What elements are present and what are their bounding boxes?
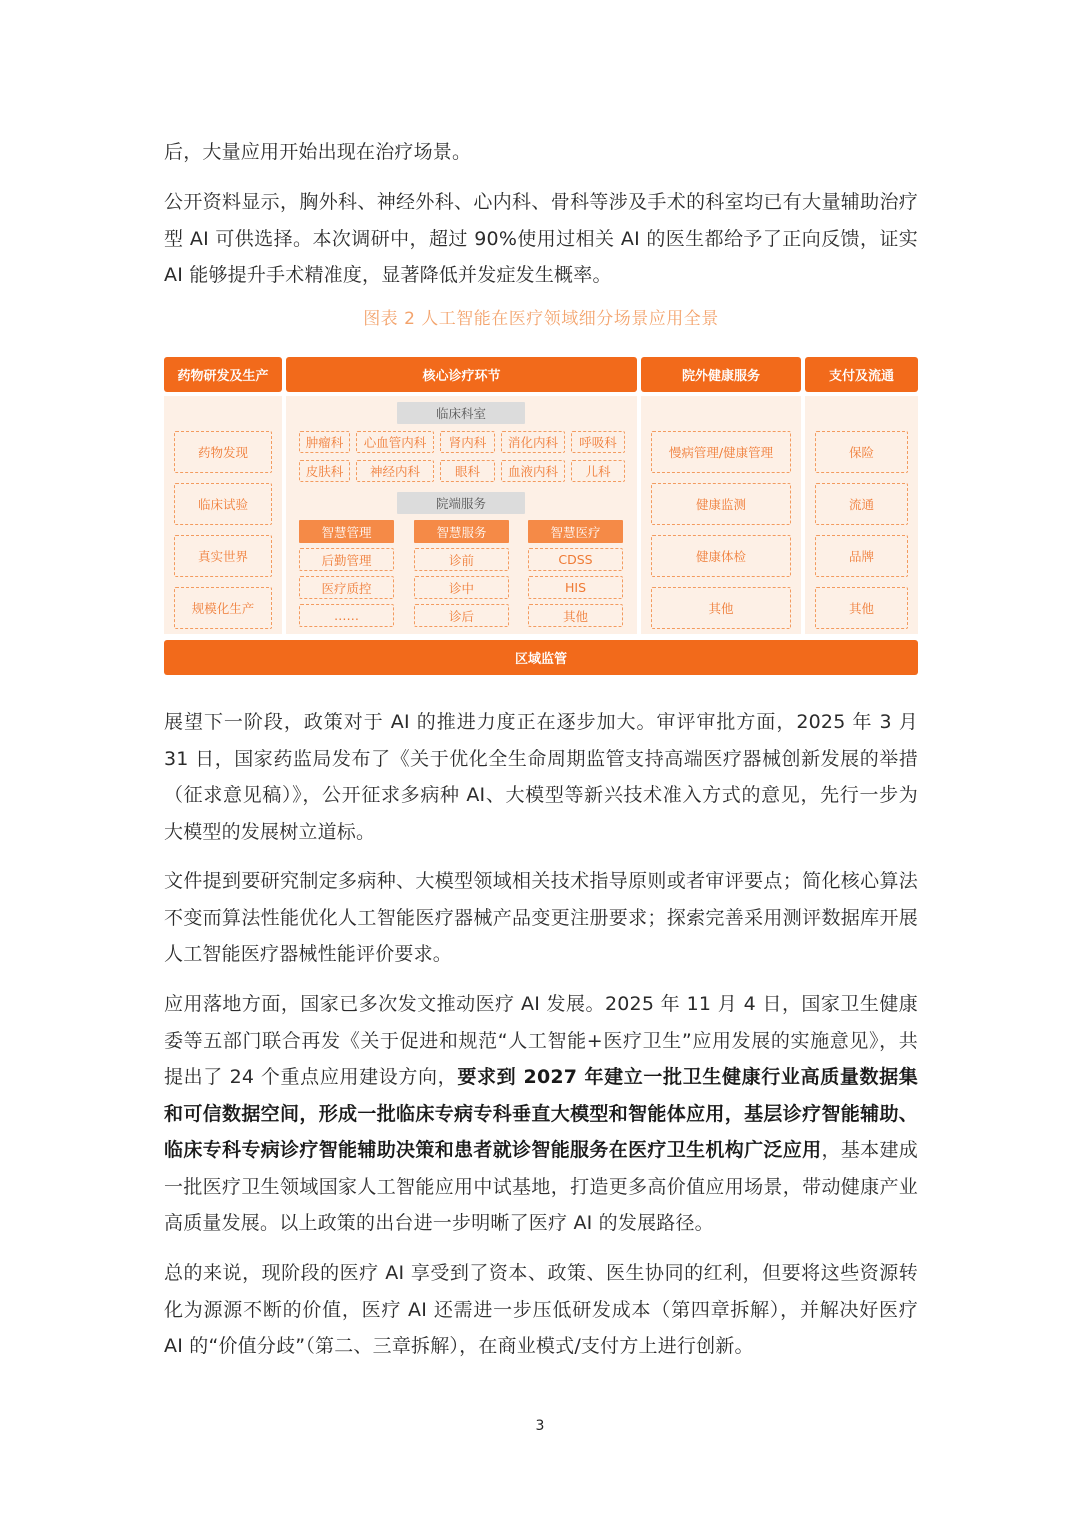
- drug-item-scaled-production: 规模化生产: [174, 587, 272, 629]
- department-nephrology: 肾内科: [440, 431, 495, 453]
- service-item-pre-visit: 诊前: [414, 548, 509, 571]
- department-dermatology: 皮肤科: [299, 460, 350, 482]
- service-smart-medical: 智慧医疗: [528, 520, 623, 543]
- paragraph-application-text-a: 应用落地方面，国家已多次发文推动医疗 AI 发展。2025 年 11 月 4 日，国家卫生健康委等五部门联合再发《关于促进和规范“人工智能+医疗卫生”应用发展的实施意见》，共提出了 24 个重点应用建设方向，: [164, 993, 918, 1088]
- header-payment-circulation: 支付及流通: [805, 357, 918, 392]
- paragraph-application-text-b: ，基本建成一批医疗卫生领域国家人工智能应用中试基地，打造更多高价值应用场景，带动健康产业高质量发展。以上政策的出台进一步明晰了医疗 AI 的发展路径。: [164, 1139, 918, 1234]
- health-item-monitoring: 健康监测: [651, 483, 791, 525]
- paragraph-application-landing: [164, 986, 918, 1242]
- payment-item-insurance: 保险: [815, 431, 908, 473]
- department-cardiology: 心血管内科: [356, 431, 434, 453]
- drug-item-clinical-trial: 临床试验: [174, 483, 272, 525]
- service-smart-service: 智慧服务: [414, 520, 509, 543]
- header-outpatient-health: 院外健康服务: [641, 357, 801, 392]
- service-item-his: HIS: [528, 576, 623, 599]
- health-item-checkup: 健康体检: [651, 535, 791, 577]
- department-hematology: 血液内科: [501, 460, 565, 482]
- payment-item-brand: 品牌: [815, 535, 908, 577]
- paragraph-policy-outlook: 展望下一阶段，政策对于 AI 的推进力度正在逐步加大。审评审批方面，2025 年 3 月 31 日，国家药监局发布了《关于优化全生命周期监管支持高端医疗器械创新发展的举措（征求意见稿）》，公开征求多病种 AI、大模型等新兴技术准入方式的意见，先行一步为大模型的发展树立道标。: [164, 711, 918, 843]
- service-item-cdss: CDSS: [528, 548, 623, 571]
- department-neurology: 神经内科: [356, 460, 434, 482]
- paragraph-document-requirements: 文件提到要研究制定多病种、大模型领域相关技术指导原则或者审评要点；简化核心算法不变而算法性能优化人工智能医疗器械产品变更注册要求；探索完善采用测评数据库开展人工智能医疗器械性能评价要求。: [164, 870, 918, 965]
- header-core-clinical: 核心诊疗环节: [286, 357, 637, 392]
- department-oncology: 肿瘤科: [299, 431, 350, 453]
- health-item-other: 其他: [651, 587, 791, 629]
- department-respiratory: 呼吸科: [571, 431, 625, 453]
- medical-ai-landscape-diagram: [164, 357, 918, 675]
- service-item-post-visit: 诊后: [414, 604, 509, 627]
- payment-item-circulation: 流通: [815, 483, 908, 525]
- service-item-ellipsis: ……: [299, 604, 394, 627]
- drug-item-discovery: 药物发现: [174, 431, 272, 473]
- paragraph-surgery-ai: 公开资料显示，胸外科、神经外科、心内科、骨科等涉及手术的科室均已有大量辅助治疗型 AI 可供选择。本次调研中，超过 90%使用过相关 AI 的医生都给予了正向反馈，证实 AI 能够提升手术精准度，显著降低并发症发生概率。: [164, 191, 918, 286]
- clinical-departments-label: 临床科室: [397, 402, 525, 424]
- regional-regulation-bar: 区域监管: [164, 640, 918, 675]
- department-gastroenterology: 消化内科: [501, 431, 565, 453]
- page-number: 3: [535, 1418, 545, 1434]
- health-item-chronic-management: 慢病管理/健康管理: [651, 431, 791, 473]
- paragraph-application-bold: 要求到 2027 年建立一批卫生健康行业高质量数据集和可信数据空间，形成一批临床专病专科垂直大模型和智能体应用，基层诊疗智能辅助、临床专科专病诊疗智能辅助决策和患者就诊智能服务在医疗卫生机构广泛应用: [164, 1066, 918, 1161]
- payment-item-other: 其他: [815, 587, 908, 629]
- paragraph-summary: 总的来说，现阶段的医疗 AI 享受到了资本、政策、医生协同的红利，但要将这些资源转化为源源不断的价值，医疗 AI 还需进一步压低研发成本（第四章拆解），并解决好医疗 AI 的“价值分歧”（第二、三章拆解），在商业模式/支付方上进行创新。: [164, 1262, 918, 1357]
- service-item-other: 其他: [528, 604, 623, 627]
- hospital-services-label: 院端服务: [397, 492, 525, 514]
- figure-caption: 图表 2 人工智能在医疗领域细分场景应用全景: [363, 309, 719, 329]
- service-item-in-visit: 诊中: [414, 576, 509, 599]
- paragraph-intro: 后，大量应用开始出现在治疗场景。: [164, 141, 472, 163]
- drug-item-real-world: 真实世界: [174, 535, 272, 577]
- service-item-logistics: 后勤管理: [299, 548, 394, 571]
- service-item-quality-control: 医疗质控: [299, 576, 394, 599]
- header-drug-rnd: 药物研发及生产: [164, 357, 282, 392]
- service-smart-management: 智慧管理: [299, 520, 394, 543]
- department-pediatrics: 儿科: [571, 460, 625, 482]
- department-ophthalmology: 眼科: [440, 460, 495, 482]
